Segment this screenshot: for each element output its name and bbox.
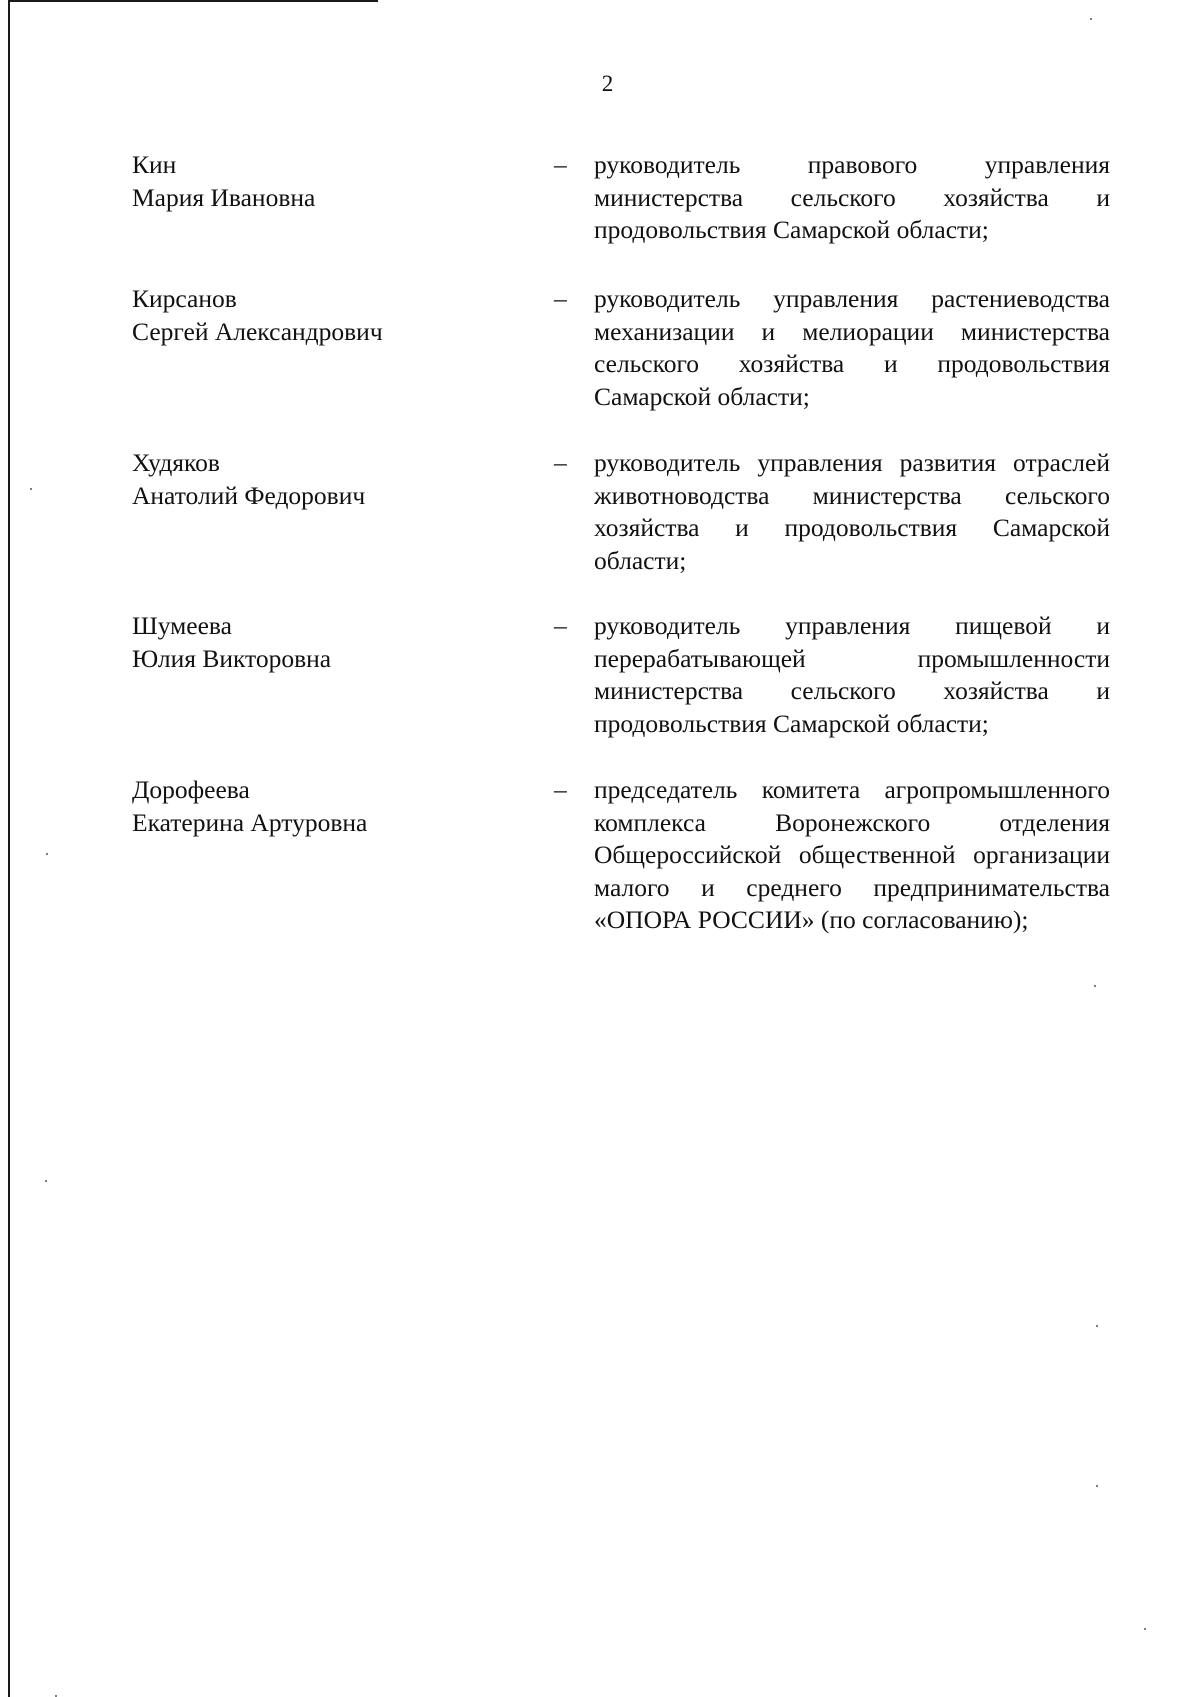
scan-speck bbox=[1094, 985, 1096, 987]
member-given-names: Мария Ивановна bbox=[132, 182, 316, 212]
dash-separator: – bbox=[554, 284, 567, 313]
scan-left-edge-line bbox=[8, 0, 10, 1697]
member-given-names: Екатерина Артуровна bbox=[132, 807, 368, 837]
member-given-names: Сергей Александрович bbox=[132, 316, 383, 346]
member-given-names: Юлия Викторовна bbox=[132, 643, 332, 673]
member-surname: Дорофеева bbox=[132, 775, 250, 804]
scan-top-edge-line bbox=[8, 0, 378, 2]
scan-speck bbox=[1144, 1628, 1146, 1630]
member-surname: Худяков bbox=[132, 448, 220, 477]
dash-separator: – bbox=[554, 611, 567, 640]
member-surname: Кирсанов bbox=[132, 284, 237, 313]
scan-speck bbox=[45, 1180, 47, 1182]
member-surname: Шумеева bbox=[132, 611, 232, 640]
member-name bbox=[132, 149, 532, 214]
member-position: руководитель правового управления министерства сельского хозяйства и продовольствия Самарской области; bbox=[594, 150, 1110, 245]
member-position: руководитель управления растениеводства механизации и мелиорации министерства сельского хозяйства и продовольствия Самарской области; bbox=[594, 284, 1110, 411]
dash-separator: – bbox=[554, 775, 567, 804]
scan-speck bbox=[46, 853, 48, 855]
member-name bbox=[132, 610, 532, 675]
scan-speck bbox=[1096, 1485, 1098, 1487]
member-name bbox=[132, 283, 532, 348]
member-surname: Кин bbox=[132, 150, 177, 179]
member-position: председатель комитета агропромышленного комплекса Воронежского отделения Общероссийской общественной организации малого и среднего предпринимательства «ОПОРА РОССИИ» (по согласованию); bbox=[594, 775, 1110, 935]
dash-separator: – bbox=[554, 448, 567, 477]
dash-separator: – bbox=[554, 150, 567, 179]
member-position: руководитель управления развития отраслей животноводства министерства сельского хозяйства и продовольствия Самарской области; bbox=[594, 448, 1110, 575]
member-given-names: Анатолий Федорович bbox=[132, 480, 366, 510]
member-position: руководитель управления пищевой и перерабатывающей промышленности министерства сельского хозяйства и продовольствия Самарской области; bbox=[594, 611, 1110, 738]
member-name bbox=[132, 447, 532, 512]
scan-speck bbox=[1096, 1325, 1098, 1327]
page-number: 2 bbox=[601, 71, 614, 96]
scan-speck bbox=[1090, 18, 1092, 20]
member-name bbox=[132, 774, 532, 839]
scan-speck bbox=[30, 488, 32, 490]
